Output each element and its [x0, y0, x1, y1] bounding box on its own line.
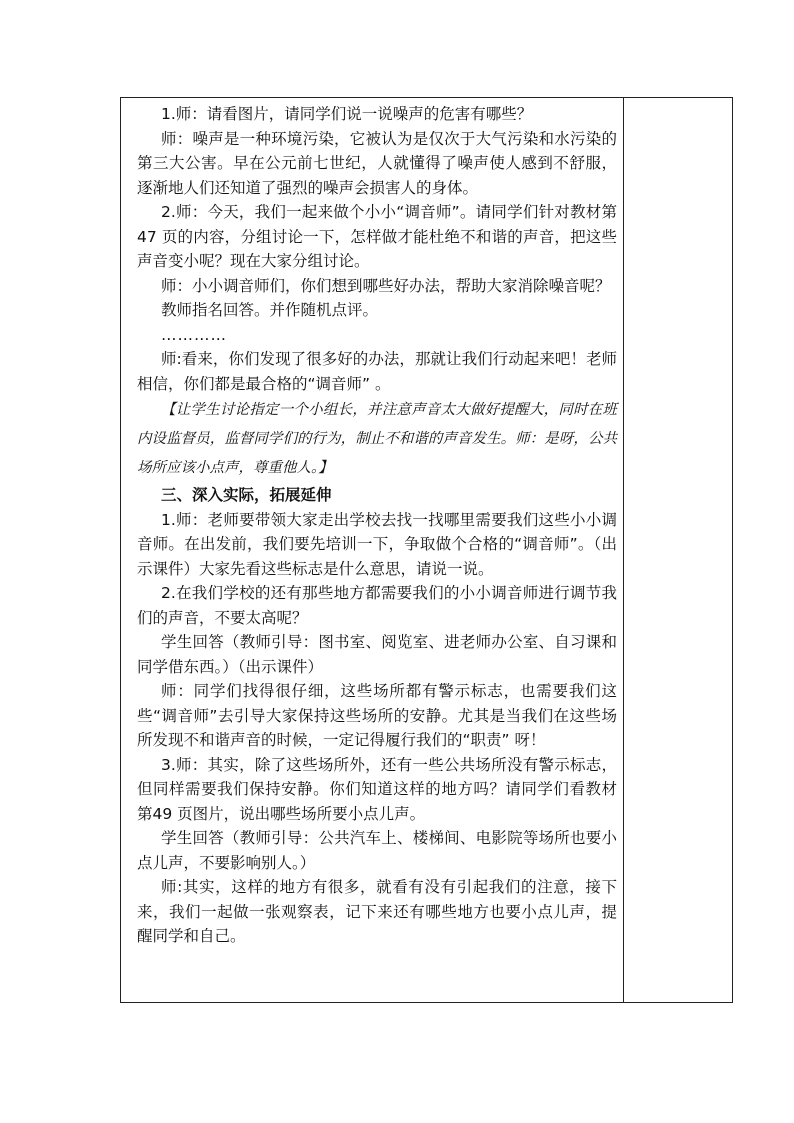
lesson-table [120, 97, 733, 1003]
paragraph: 教师指名回答。并作随机点评。 [161, 301, 379, 319]
column-divider [623, 98, 624, 1002]
lesson-content-cell [137, 102, 617, 949]
paragraph: 师：小小调音师们，你们想到哪些好办法，帮助大家消除噪音呢？ [161, 276, 611, 295]
paragraph: 3.师：其实，除了这些场所外，还有一些公共场所没有警示标志，但同样需要我们保持安静。你们知道这样的地方吗？请同学们看教材第49 页图片，说出哪些场所要小点儿声。 [137, 755, 617, 823]
paragraph: 学生回答（教师引导：图书室、阅览室、进老师办公室、自习课和同学借东西。）（出示课件） [137, 633, 617, 676]
design-note: 【让学生讨论指定一个小组长，并注意声音太大做好提醒大，同时在班内设监督员，监督同学们的行为，制止不和谐的声音发生。师：是呀，公共场所应该小点声，尊重他人。】 [137, 402, 617, 476]
paragraph: 2.在我们学校的还有那些地方都需要我们的小小调音师进行调节我们的声音，不要太高呢？ [137, 584, 617, 627]
paragraph: 师：噪声是一种环境污染，它被认为是仅次于大气污染和水污染的第三大公害。早在公元前七世纪，人就懂得了噪声使人感到不舒服，逐渐地人们还知道了强烈的噪声会损害人的身体。 [137, 129, 617, 197]
paragraph: 师：同学们找得很仔细，这些场所都有警示标志，也需要我们这些“调音师”去引导大家保持这些场所的安静。尤其是当我们在这些场所发现不和谐声音的时候，一定记得履行我们的“职责” 呀！ [137, 682, 617, 749]
paragraph: 1.师：老师要带领大家走出学校去找一找哪里需要我们这些小小调音师。在出发前，我们要先培训一下，争取做个合格的“调音师”。（出示课件）大家先看这些标志是什么意思，请说一说。 [137, 510, 617, 578]
paragraph: 师:看来，你们发现了很多好的办法，那就让我们行动起来吧！老师相信，你们都是最合格的“调音师” 。 [137, 350, 617, 393]
section-heading: 三、深入实际，拓展延伸 [161, 486, 332, 504]
paragraph: 学生回答（教师引导：公共汽车上、楼梯间、电影院等场所也要小点儿声，不要影响别人。） [137, 829, 617, 872]
paragraph: 1.师：请看图片，请同学们说一说噪声的危害有哪些？ [161, 105, 533, 123]
paragraph: 师:其实，这样的地方有很多，就看有没有引起我们的注意，接下来，我们一起做一张观察表，记下来还有哪些地方也要小点儿声，提醒同学和自己。 [137, 878, 617, 945]
ellipsis-line: ………… [161, 325, 227, 344]
paragraph: 2.师：今天，我们一起来做个小小“调音师”。请同学们针对教材第 47 页的内容，分组讨论一下，怎样做才能杜绝不和谐的声音，把这些声音变小呢？现在大家分组讨论。 [137, 203, 617, 270]
